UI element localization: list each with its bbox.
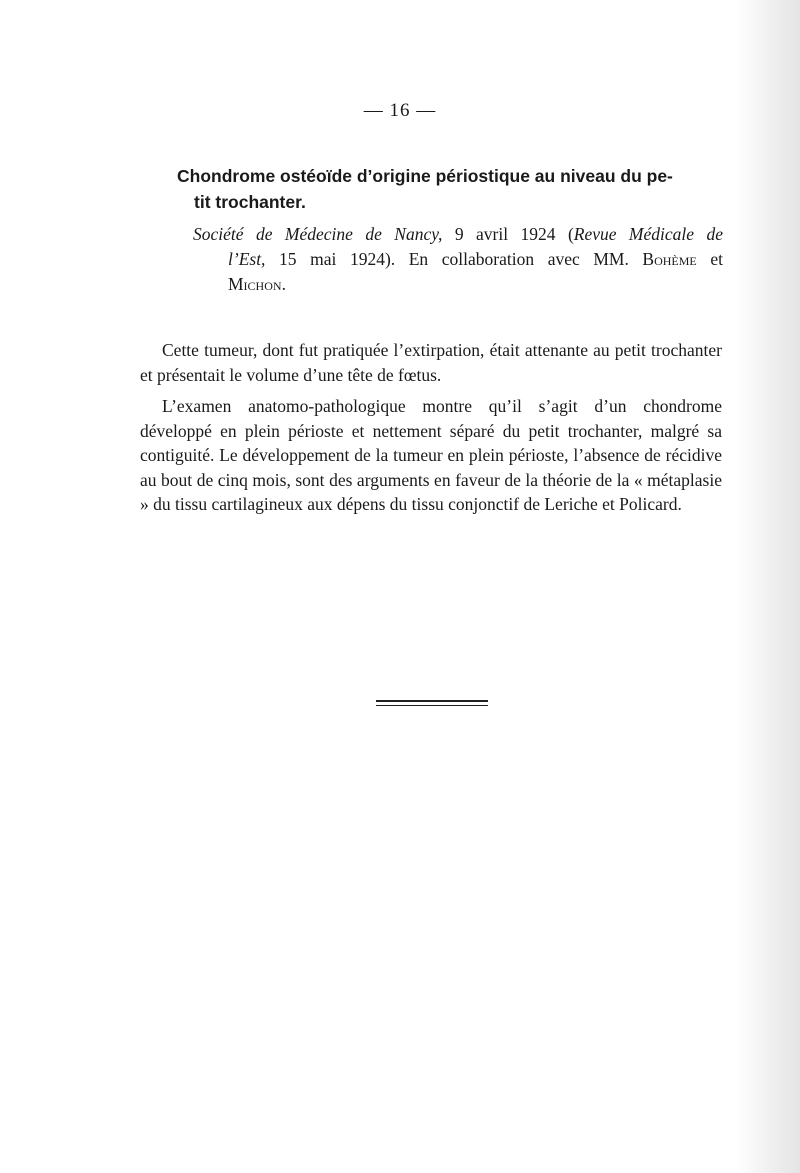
co-author-1: Bohème xyxy=(642,249,697,269)
citation-line-2 xyxy=(193,247,723,272)
end-rule-thick xyxy=(376,700,488,702)
citation-conjunction: et xyxy=(696,249,723,269)
paragraph-1: Cette tumeur, dont fut pratiquée l’extirpation, était attenante au petit trochanter et présentait le volume d’une tête de fœtus. xyxy=(140,340,722,385)
co-author-2: Michon xyxy=(228,274,282,294)
end-rule-thin xyxy=(376,705,488,706)
page-number: — 16 — xyxy=(363,100,437,121)
citation xyxy=(193,222,723,297)
citation-date: 9 avril 1924 ( xyxy=(442,224,574,244)
paragraph-2-block xyxy=(140,394,722,517)
citation-line-3 xyxy=(193,272,723,297)
citation-line-1 xyxy=(193,222,723,247)
paragraph-1-block xyxy=(140,338,722,387)
journal-name-cont: l’Est, xyxy=(228,249,266,269)
article-title xyxy=(177,163,732,215)
citation-end: . xyxy=(281,274,286,294)
paragraph-2: L’examen anatomo-pathologique montre qu’il s’agit d’un chondrome développé en plein périoste et nettement séparé du petit trochanter, malgré sa contiguité. Le développement de la tumeur en plein périoste, l’absence de récidive au bout de cinq mois, sont des arguments en faveur de la théorie de la « métaplasie » du tissu cartilagineux aux dépens du tissu conjonctif de Leriche et Policard. xyxy=(140,396,722,514)
society-name: Société de Médecine de Nancy, xyxy=(193,224,443,244)
journal-name: Revue Médicale de xyxy=(573,224,723,244)
citation-details: 15 mai 1924). En collaboration avec MM. xyxy=(265,249,643,269)
title-line-1: Chondrome ostéoïde d’origine périostique au niveau du pe- xyxy=(177,166,673,186)
title-line-2: tit trochanter. xyxy=(194,192,306,212)
